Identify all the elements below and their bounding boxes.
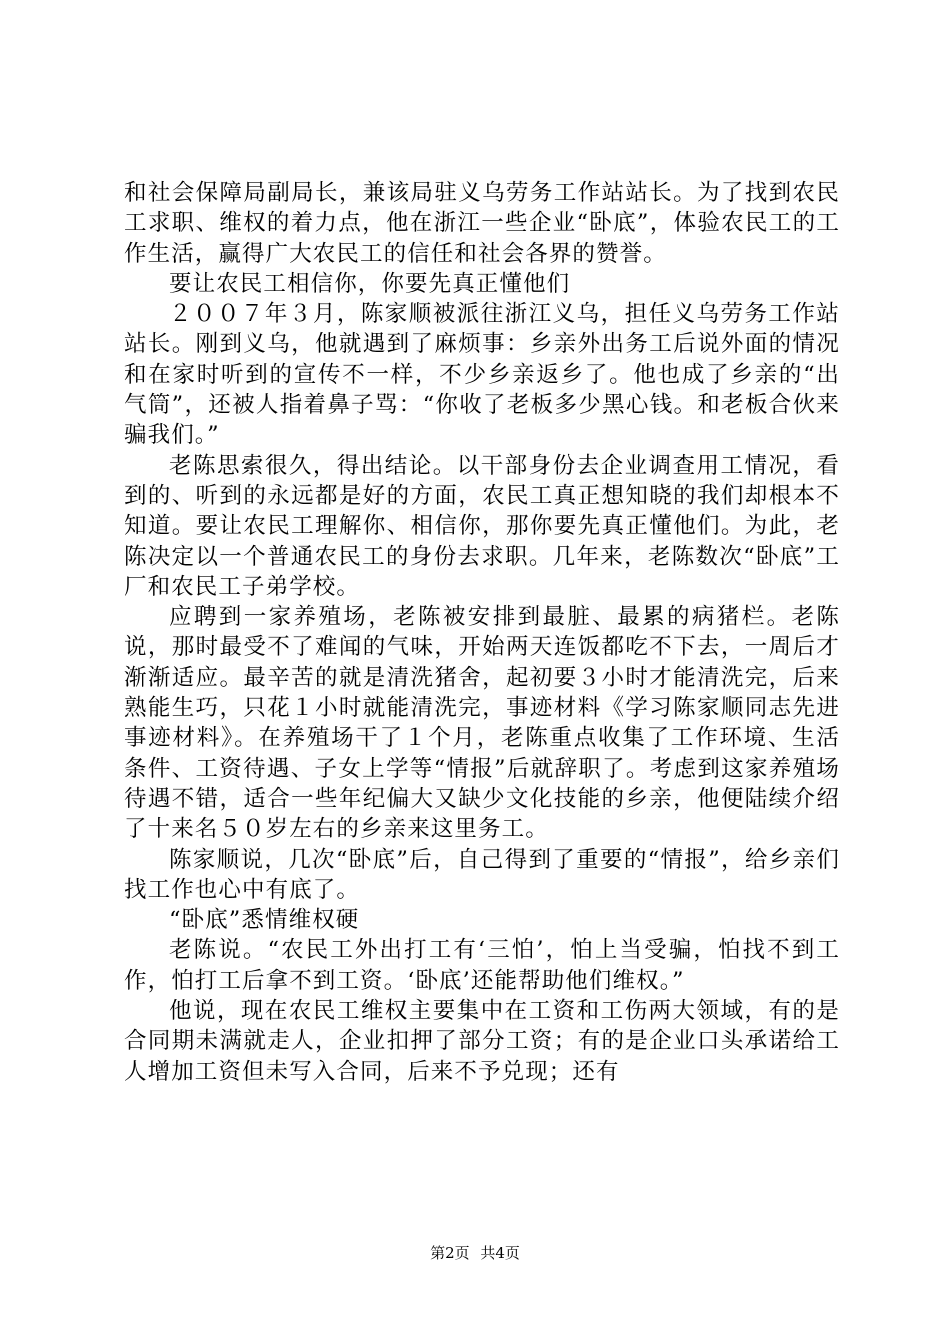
paragraph-intelligence: 陈家顺说，几次“卧底”后，自己得到了重要的“情报”，给乡亲们找工作也心中有底了。	[124, 846, 840, 903]
section-heading-understand-workers: 要让农民工相信你，你要先真正懂他们	[169, 270, 571, 297]
paragraph-arrival-yiwu: ２００７年３月，陈家顺被派往浙江义乌，担任义乌劳务工作站站长。刚到义乌，他就遇到了麻烦事：乡亲外出务工后说外面的情况和在家时听到的宣传不一样，不少乡亲返乡了。他也成了乡亲的“出气筒”，还被人指着鼻子骂：“你收了老板多少黑心钱。和老板合伙来骗我们。”	[124, 301, 840, 449]
paragraph-three-fears: 老陈说。“农民工外出打工有‘三怕’，怕上当受骗，怕找不到工作，怕打工后拿不到工资。‘卧底’还能帮助他们维权。”	[124, 937, 840, 994]
page-footer	[0, 1242, 950, 1263]
page-total: 共4页	[480, 1244, 520, 1262]
section-heading-rights: “卧底”悉情维权硬	[169, 907, 360, 934]
document-body	[124, 178, 840, 1087]
paragraph-rights-areas: 他说，现在农民工维权主要集中在工资和工伤两大领域，有的是合同期未满就走人，企业扣押了部分工资；有的是企业口头承诺给工人增加工资但未写入合同，后来不予兑现；还有	[124, 998, 840, 1085]
paragraph-reflection: 老陈思索很久，得出结论。以干部身份去企业调查用工情况，看到的、听到的永远都是好的方面，农民工真正想知晓的我们却根本不知道。要让农民工理解你、相信你，那你要先真正懂他们。为此，老陈决定以一个普通农民工的身份去求职。几年来，老陈数次“卧底”工厂和农民工子弟学校。	[124, 452, 840, 600]
paragraph-intro-continuation: 和社会保障局副局长，兼该局驻义乌劳务工作站站长。为了找到农民工求职、维权的着力点，他在浙江一些企业“卧底”，体验农民工的工作生活，赢得广大农民工的信任和社会各界的赞誉。	[124, 180, 840, 267]
paragraph-pig-farm: 应聘到一家养殖场，老陈被安排到最脏、最累的病猪栏。老陈说，那时最受不了难闻的气味，开始两天连饭都吃不下去，一周后才渐渐适应。最辛苦的就是清洗猪舍，起初要３小时才能清洗完，后来熟能生巧，只花１小时就能清洗完，事迹材料《学习陈家顺同志先进事迹材料》。在养殖场干了１个月，老陈重点收集了工作环境、生活条件、工资待遇、子女上学等“情报”后就辞职了。考虑到这家养殖场待遇不错，适合一些年纪偏大又缺少文化技能的乡亲，他便陆续介绍了十来名５０岁左右的乡亲来这里务工。	[124, 604, 840, 843]
page-number: 第2页	[430, 1244, 470, 1262]
